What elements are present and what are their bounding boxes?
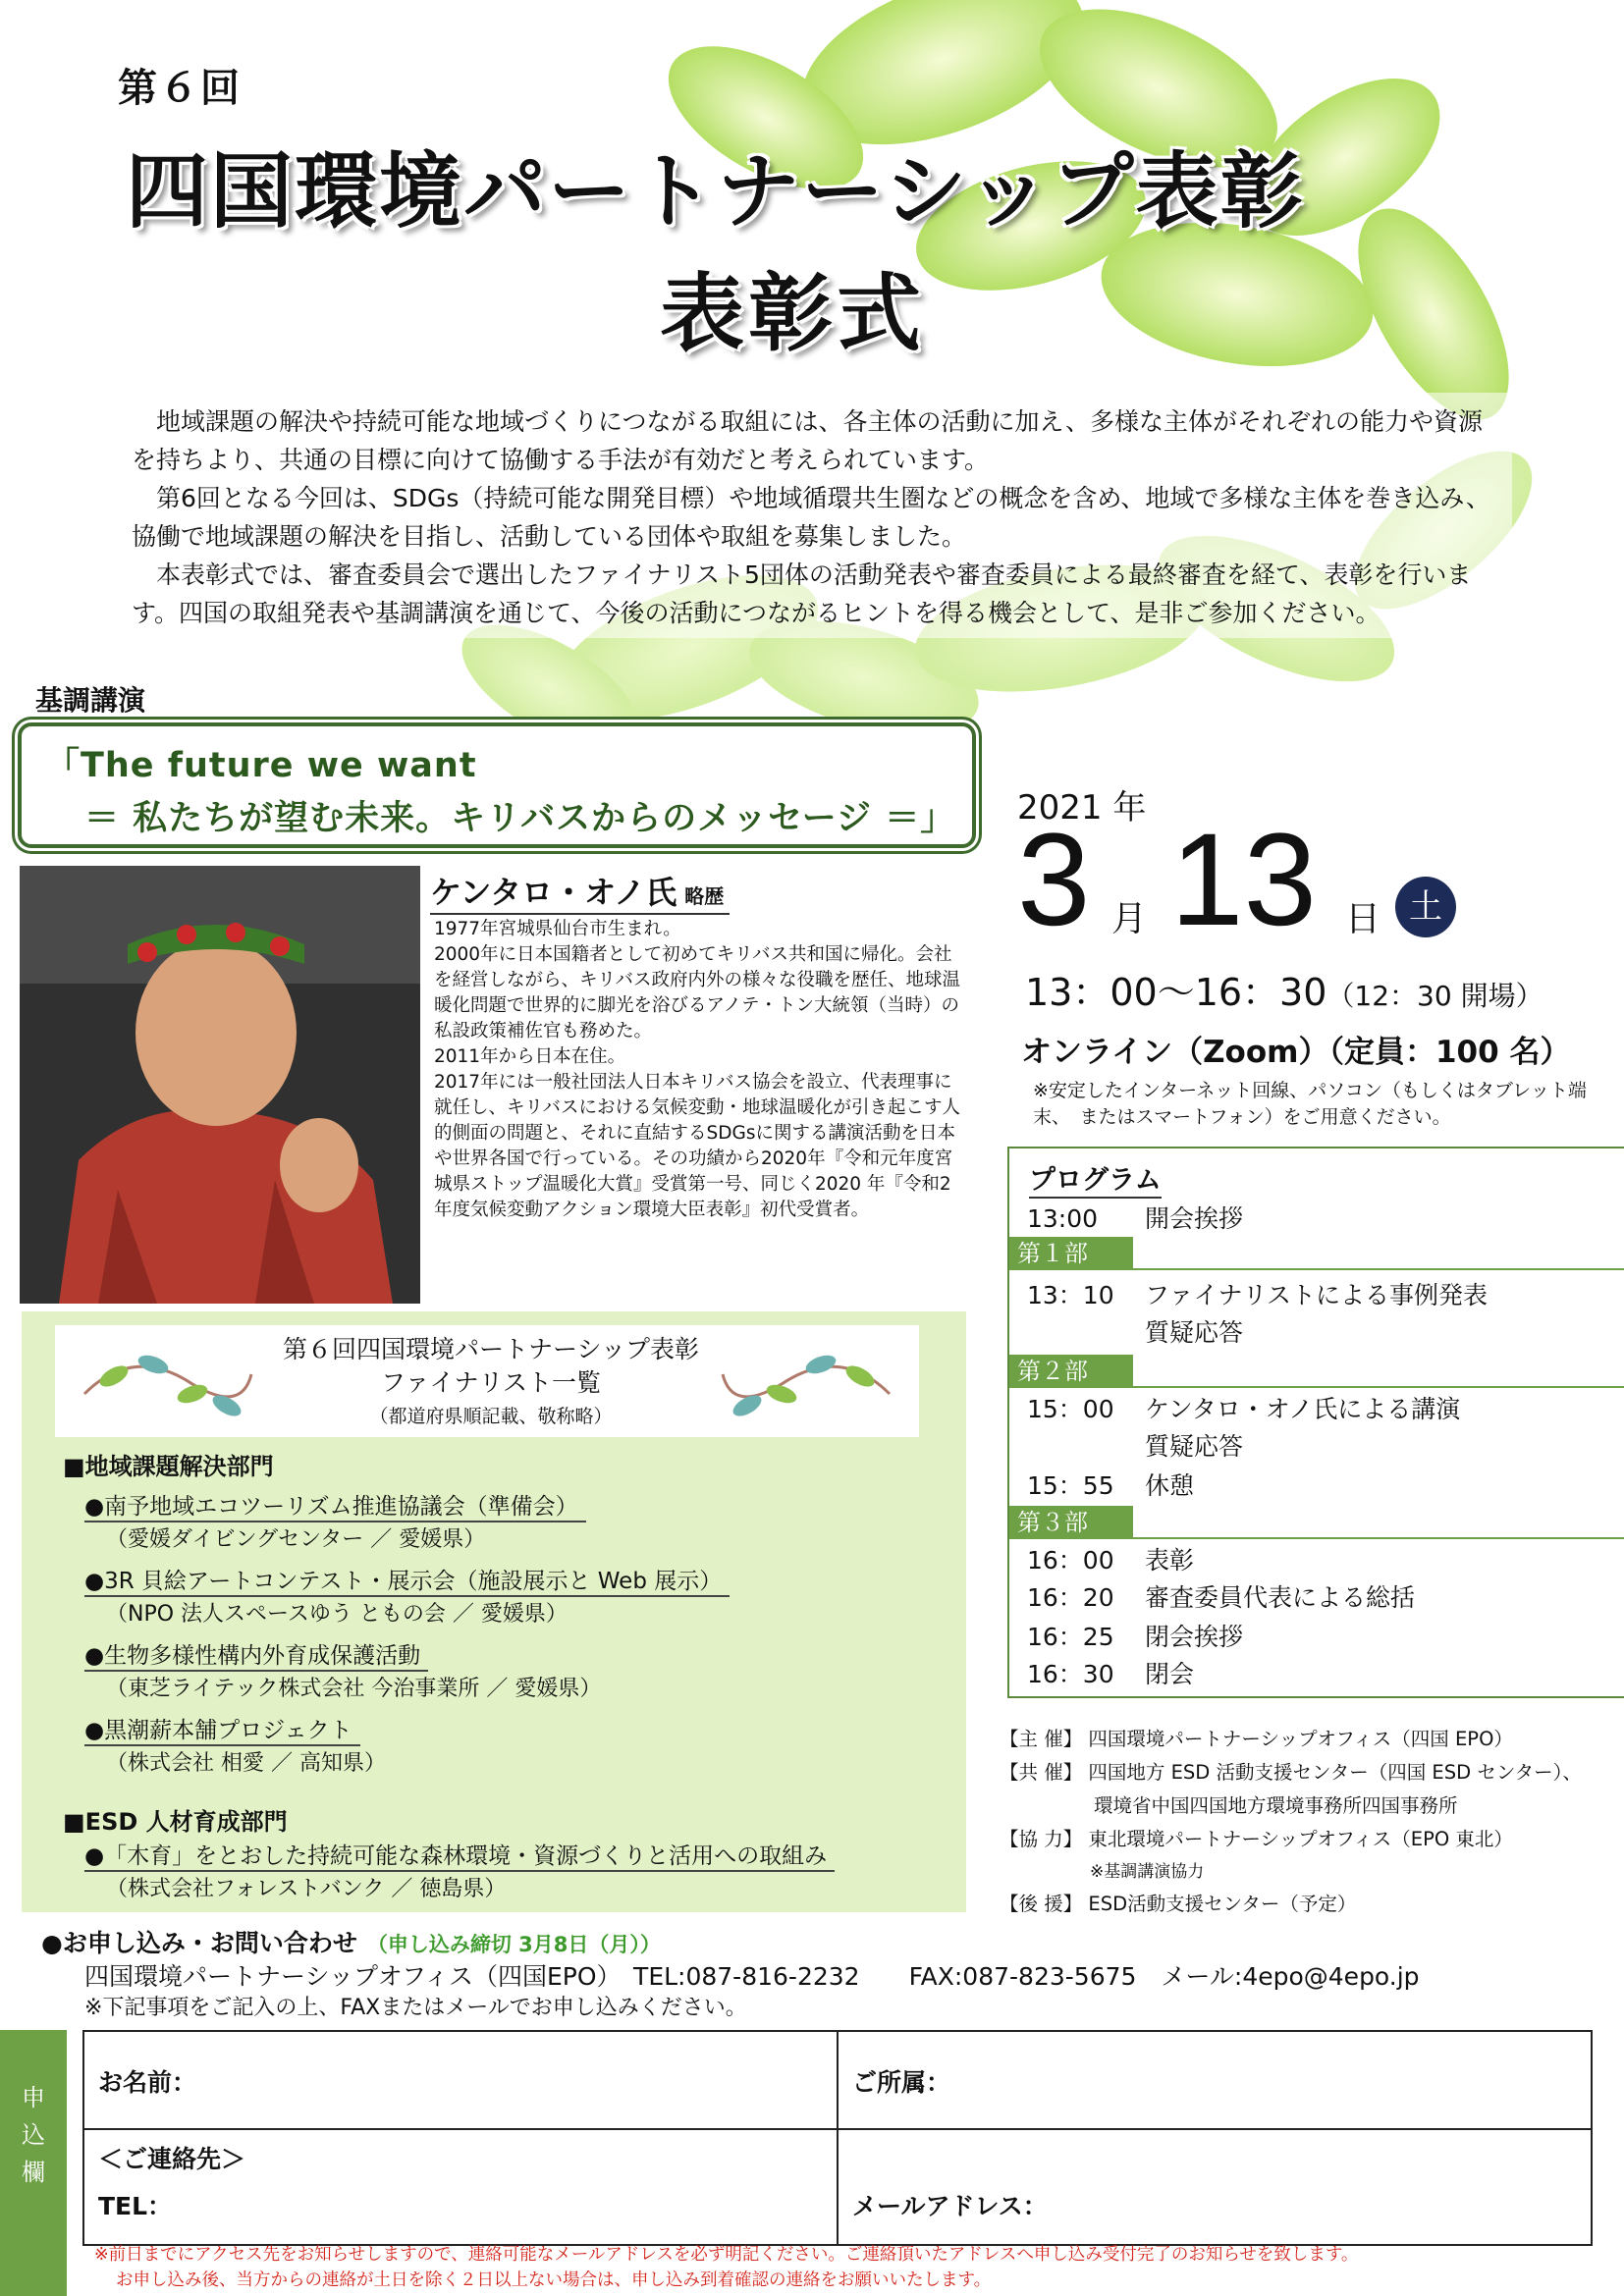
program-row: 質疑応答 xyxy=(1145,1318,1244,1347)
finalist-entry xyxy=(84,1488,586,1553)
speaker-photo xyxy=(20,866,420,1304)
speaker-bio xyxy=(434,917,964,1223)
venue-note: ※安定したインターネット回線、パソコン（もしくはタブレット端末、 またはスマートフォン）をご用意ください。 xyxy=(1033,1080,1587,1128)
contact-heading: ●お申し込み・お問い合わせ （申し込み締切 3月8日（月）） xyxy=(41,1929,661,1957)
intro-paragraph: 地域課題の解決や持続可能な地域づくりにつながる取組には、各主体の活動に加え、多様な主体がそれぞれの能力や資源を持ちより、共通の目標に向けて協働する手法が有効だと考えられています。 xyxy=(132,407,1484,474)
finalist-note: （都道府県順記載、敬称略） xyxy=(369,1406,613,1427)
event-venue: オンライン（Zoom）（定員：100 名） xyxy=(1021,1035,1571,1070)
program-part-label: 第３部 xyxy=(1009,1506,1133,1539)
organizer-row: 【主 催】 四国環境パートナーシップオフィス（四国 EPO） xyxy=(1000,1728,1513,1750)
bio-line: 1977年宮城県仙台市生まれ。 xyxy=(434,919,681,939)
leaf-background-decoration xyxy=(0,0,1624,746)
finalist-entry xyxy=(84,1563,730,1628)
organizer-row: 【協 力】 東北環境パートナーシップオフィス（EPO 東北） xyxy=(1000,1828,1513,1850)
intro-paragraph: 第6回となる今回は、SDGs（持続可能な開発目標）や地域循環共生圏などの概念を含め、地域で多様な主体を巻き込み、協働で地域課題の解決を目指し、活動している団体や取組を募集しました。 xyxy=(132,484,1490,551)
contact-instruction: ※下記事項をご記入の上、FAXまたはメールでお申し込みください。 xyxy=(84,1996,747,2020)
divider xyxy=(82,2128,1593,2130)
organizer-row: 環境省中国四国地方環境事務所四国事務所 xyxy=(1094,1794,1458,1817)
program-title: プログラム xyxy=(1029,1158,1162,1199)
event-year: 2021 年 xyxy=(1017,788,1147,828)
bio-line: 2000年に日本国籍者として初めてキリバス共和国に帰化。会社を経営しながら、キリバス政府内外の様々な役職を歴任、地球温暖化問題で世界的に脚光を浴びるアノテ・トン大統領（当時）の私設政策補佐官も務めた。 xyxy=(434,944,960,1041)
finalist-entry xyxy=(84,1637,601,1702)
divider xyxy=(1133,1537,1624,1539)
divider xyxy=(837,2030,839,2246)
event-day: 13 xyxy=(1170,807,1318,953)
keynote-title-line1: 「The future we want xyxy=(45,746,477,785)
program-row: 13:00 開会挨拶 xyxy=(1027,1204,1244,1233)
intro-text xyxy=(132,402,1506,632)
organizer-row: ※基調講演協力 xyxy=(1090,1862,1205,1882)
divider xyxy=(1133,1386,1624,1388)
finalist-title xyxy=(236,1333,746,1400)
entry-name: ●「木育」をとおした持続可能な森林環境・資源づくりと活用への取組み xyxy=(84,1838,835,1872)
tel-field[interactable]: TEL： xyxy=(98,2192,173,2220)
event-day-unit: 日 xyxy=(1345,899,1381,939)
program-part-label: 第１部 xyxy=(1009,1237,1133,1270)
doors-open: （12：30 開場） xyxy=(1326,980,1543,1012)
program-part-label: 第２部 xyxy=(1009,1355,1133,1388)
affiliation-field[interactable]: ご所属： xyxy=(852,2068,951,2097)
entry-name: ●3R 貝絵アートコンテスト・展示会（施設展示と Web 展示） xyxy=(84,1563,730,1597)
program-row: 13：10 ファイナリストによる事例発表 xyxy=(1027,1281,1489,1309)
entry-org: （東芝ライテック株式会社 今治事業所 ／ 愛媛県） xyxy=(106,1677,602,1701)
event-time: 13：00～16：30（12：30 開場） xyxy=(1025,971,1543,1014)
finalist-title-line2: ファイナリスト一覧 xyxy=(380,1368,601,1397)
finalist-entry xyxy=(84,1712,386,1777)
event-month: 3 xyxy=(1017,807,1091,953)
form-side-label: 申 込 欄 xyxy=(22,2084,45,2186)
entry-org: （株式会社フォレストバンク ／ 徳島県） xyxy=(106,1877,507,1901)
finalist-entry xyxy=(84,1838,835,1902)
contact-info[interactable]: 四国環境パートナーシップオフィス（四国EPO） TEL:087-816-2232 FAX:087-823-5675 メール:4epo@4epo.jp xyxy=(84,1962,1420,1991)
entry-org: （株式会社 相愛 ／ 高知県） xyxy=(106,1751,386,1776)
deadline-note: （申し込み締切 3月8日（月）） xyxy=(366,1933,661,1956)
finalist-title-line1: 第６回四国環境パートナーシップ表彰 xyxy=(282,1335,699,1363)
entry-org: （NPO 法人スペースゆう ともの会 ／ 愛媛県） xyxy=(106,1602,568,1627)
entry-name: ●生物多様性構内外育成保護活動 xyxy=(84,1637,428,1672)
organizer-row: 【共 催】 四国地方 ESD 活動支援センター（四国 ESD センター）、 xyxy=(1000,1761,1582,1784)
speaker-name: ケンタロ・オノ氏 略歴 xyxy=(430,868,730,915)
organizer-row: 【後 援】 ESD活動支援センター（予定） xyxy=(1000,1893,1357,1915)
category-heading: ■地域課題解決部門 xyxy=(63,1453,274,1480)
program-row: 16：00 表彰 xyxy=(1027,1546,1195,1575)
program-row: 15：55 休憩 xyxy=(1027,1471,1195,1500)
form-footnote: ※前日までにアクセス先をお知らせしますので、連絡可能なメールアドレスを必ず明記ください。ご連絡頂いたアドレスへ申し込み受付完了のお知らせを致します。 お申し込み後、当方からの連絡が土日を除く２日以上ない場合は、申し込み到着確認の連絡をお願いいたします。 xyxy=(94,2245,1359,2290)
program-row: 16：25 閉会挨拶 xyxy=(1027,1623,1244,1651)
event-month-unit: 月 xyxy=(1111,899,1148,939)
bio-line: 2017年には一般社団法人日本キリバス協会を設立、代表理事に就任し、キリバスにおける気候変動・地球温暖化が引き起こす人的側面の問題と、それに直結するSDGsに関する講演活動を日本や世界各国で行っている。その功績から2020年『令和元年度宮城県ストップ温暖化大賞』受賞第一号、同じく2020 年『令和2年度気候変動アクション環境大臣表彰』初代受賞者。 xyxy=(434,1072,960,1220)
divider xyxy=(1133,1268,1624,1270)
program-row: 質疑応答 xyxy=(1145,1432,1244,1461)
program-row: 16：30 閉会 xyxy=(1027,1660,1195,1688)
program-row: 15：00 ケンタロ・オノ氏による講演 xyxy=(1027,1395,1461,1423)
intro-paragraph: 本表彰式では、審査委員会で選出したファイナリスト5団体の活動発表や審査委員による最終審査を経て、表彰を行います。四国の取組発表や基調講演を通じて、今後の活動につながるヒントを得る機会として、是非ご参加ください。 xyxy=(132,561,1472,627)
page-title: 四国環境パートナーシップ表彰 xyxy=(126,143,1305,240)
bio-line: 2011年から日本在住。 xyxy=(434,1046,626,1067)
weekday-badge: 土 xyxy=(1395,877,1456,937)
contact-label: ＜ご連絡先＞ xyxy=(98,2145,246,2173)
program-row: 16：20 審査委員代表による総括 xyxy=(1027,1583,1416,1612)
keynote-heading: 基調講演 xyxy=(35,684,146,717)
category-heading: ■ESD 人材育成部門 xyxy=(63,1808,288,1836)
email-field[interactable]: メールアドレス： xyxy=(852,2192,1048,2220)
name-field[interactable]: お名前： xyxy=(98,2068,197,2097)
edition-label: 第６回 xyxy=(118,66,242,111)
entry-org: （愛媛ダイビングセンター ／ 愛媛県） xyxy=(106,1527,486,1552)
entry-name: ●南予地域エコツーリズム推進協議会（準備会） xyxy=(84,1488,586,1522)
speaker-bio-label: 略歴 xyxy=(684,884,725,908)
page-subtitle: 表彰式 xyxy=(660,265,925,363)
keynote-title-line2: ＝ 私たちが望む未来。キリバスからのメッセージ ＝」 xyxy=(84,799,956,838)
entry-name: ●黒潮薪本舗プロジェクト xyxy=(84,1712,360,1746)
